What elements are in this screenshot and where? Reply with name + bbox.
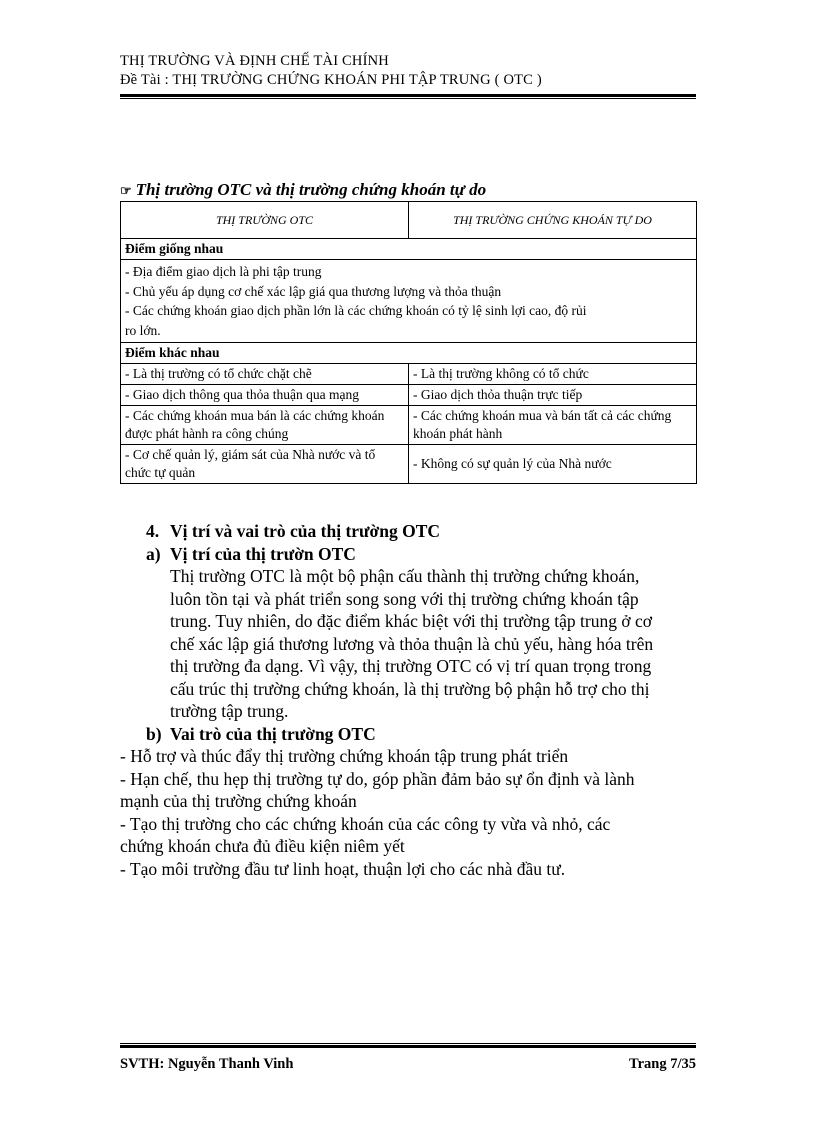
diff-left-cell: - Giao dịch thông qua thỏa thuận qua mạng — [121, 385, 409, 406]
diff-left-cell: - Là thị trường có tổ chức chặt chẽ — [121, 364, 409, 385]
section-title-text: Thị trường OTC và thị trường chứng khoán tự do — [135, 180, 487, 199]
footer-rule-thin — [120, 1043, 696, 1044]
paragraph-line: cấu trúc thị trường chứng khoán, là thị trường bộ phận hỗ trợ cho thị — [170, 678, 650, 699]
topic-title: Đề Tài : THỊ TRƯỜNG CHỨNG KHOÁN PHI TẬP TRUNG ( OTC ) — [120, 72, 542, 88]
paragraph-line: luôn tồn tại và phát triển song song với thị trường chứng khoán tập — [170, 588, 639, 609]
diff-right-cell: - Không có sự quản lý của Nhà nước — [409, 445, 697, 484]
pointing-hand-icon: ☞ — [120, 183, 132, 198]
list-item: - Hạn chế, thu hẹp thị trường tự do, góp phần đảm bảo sự ổn định và lành — [120, 768, 635, 789]
section-4-heading — [146, 520, 700, 543]
similar-line: - Địa điểm giao dịch là phi tập trung — [125, 264, 322, 279]
list-item: mạnh của thị trường chứng khoán — [120, 791, 357, 811]
similar-content — [121, 260, 697, 343]
subsection-letter: a) — [146, 543, 161, 564]
diff-heading: Điểm khác nhau — [121, 343, 697, 364]
paragraph-line: Thị trường OTC là một bộ phận cấu thành thị trường chứng khoán, — [170, 566, 640, 586]
comparison-table — [120, 201, 697, 484]
col-otc-header: THỊ TRƯỜNG OTC — [121, 202, 409, 239]
section-title — [120, 180, 696, 201]
header-rule-thick — [120, 94, 696, 97]
diff-left-cell: - Các chứng khoán mua bán là các chứng khoán được phát hành ra công chúng — [121, 406, 409, 445]
paragraph-line: trường tập trung. — [170, 701, 289, 721]
table-header-row — [121, 202, 697, 239]
footer-row — [120, 1056, 696, 1073]
list-item: - Tạo môi trường đầu tư linh hoạt, thuận lợi cho các nhà đầu tư. — [120, 858, 566, 879]
subsection-b-list — [120, 745, 700, 880]
section-heading-text: Vị trí và vai trò của thị trường OTC — [170, 521, 441, 541]
table-row — [121, 406, 697, 445]
diff-heading-row — [121, 343, 697, 364]
subsection-heading-text: Vai trò của thị trường OTC — [170, 723, 376, 744]
diff-right-cell: - Các chứng khoán mua và bán tất cả các chứng khoán phát hành — [409, 406, 697, 445]
subsection-letter: b) — [146, 723, 162, 744]
table-row — [121, 385, 697, 406]
list-item: - Tạo thị trường cho các chứng khoán của các công ty vừa và nhỏ, các — [120, 813, 611, 834]
list-item: chứng khoán chưa đủ điều kiện niêm yết — [120, 836, 405, 856]
subsection-heading-text: Vị trí của thị trườn OTC — [170, 543, 356, 564]
similar-line: - Các chứng khoán giao dịch phần lớn là các chứng khoán có tỷ lệ sinh lợi cao, độ rủi — [125, 303, 587, 318]
diff-right-cell: - Giao dịch thỏa thuận trực tiếp — [409, 385, 697, 406]
similar-line: ro lớn. — [125, 322, 161, 338]
paragraph-line: trung. Tuy nhiên, do đặc điểm khác biệt với thị trường tập trung ở cơ — [170, 611, 652, 631]
table-row — [121, 445, 697, 484]
diff-left-cell: - Cơ chế quản lý, giám sát của Nhà nước và tổ chức tự quản — [121, 445, 409, 484]
similar-line: - Chủ yếu áp dụng cơ chế xác lập giá qua thương lượng và thỏa thuận — [125, 283, 502, 299]
diff-right-cell: - Là thị trường không có tổ chức — [409, 364, 697, 385]
course-title: THỊ TRƯỜNG VÀ ĐỊNH CHẾ TÀI CHÍNH — [120, 53, 389, 69]
similar-heading: Điểm giống nhau — [121, 239, 697, 260]
page-number: Trang 7/35 — [629, 1056, 696, 1072]
author: SVTH: Nguyễn Thanh Vinh — [120, 1056, 294, 1072]
subsection-b-heading — [146, 723, 700, 746]
page-header — [120, 52, 696, 99]
paragraph-line: chế xác lập giá thương lương và thỏa thuận là chủ yếu, hàng hóa trên — [170, 633, 654, 654]
subsection-a-paragraph — [170, 565, 700, 723]
similar-content-row — [121, 260, 697, 343]
subsection-a-heading — [146, 543, 700, 566]
section-number: 4. — [146, 521, 160, 541]
list-item: - Hỗ trợ và thúc đẩy thị trường chứng khoán tập trung phát triển — [120, 746, 569, 766]
header-rule-thin — [120, 98, 696, 99]
page-footer — [120, 1043, 696, 1073]
body-content — [120, 520, 700, 880]
table-row — [121, 364, 697, 385]
col-free-market-header: THỊ TRƯỜNG CHỨNG KHOÁN TỰ DO — [409, 202, 697, 239]
paragraph-line: thị trường đa dạng. Vì vậy, thị trường OTC có vị trí quan trọng trong — [170, 656, 652, 676]
similar-heading-row — [121, 239, 697, 260]
footer-rule-thick — [120, 1045, 696, 1048]
